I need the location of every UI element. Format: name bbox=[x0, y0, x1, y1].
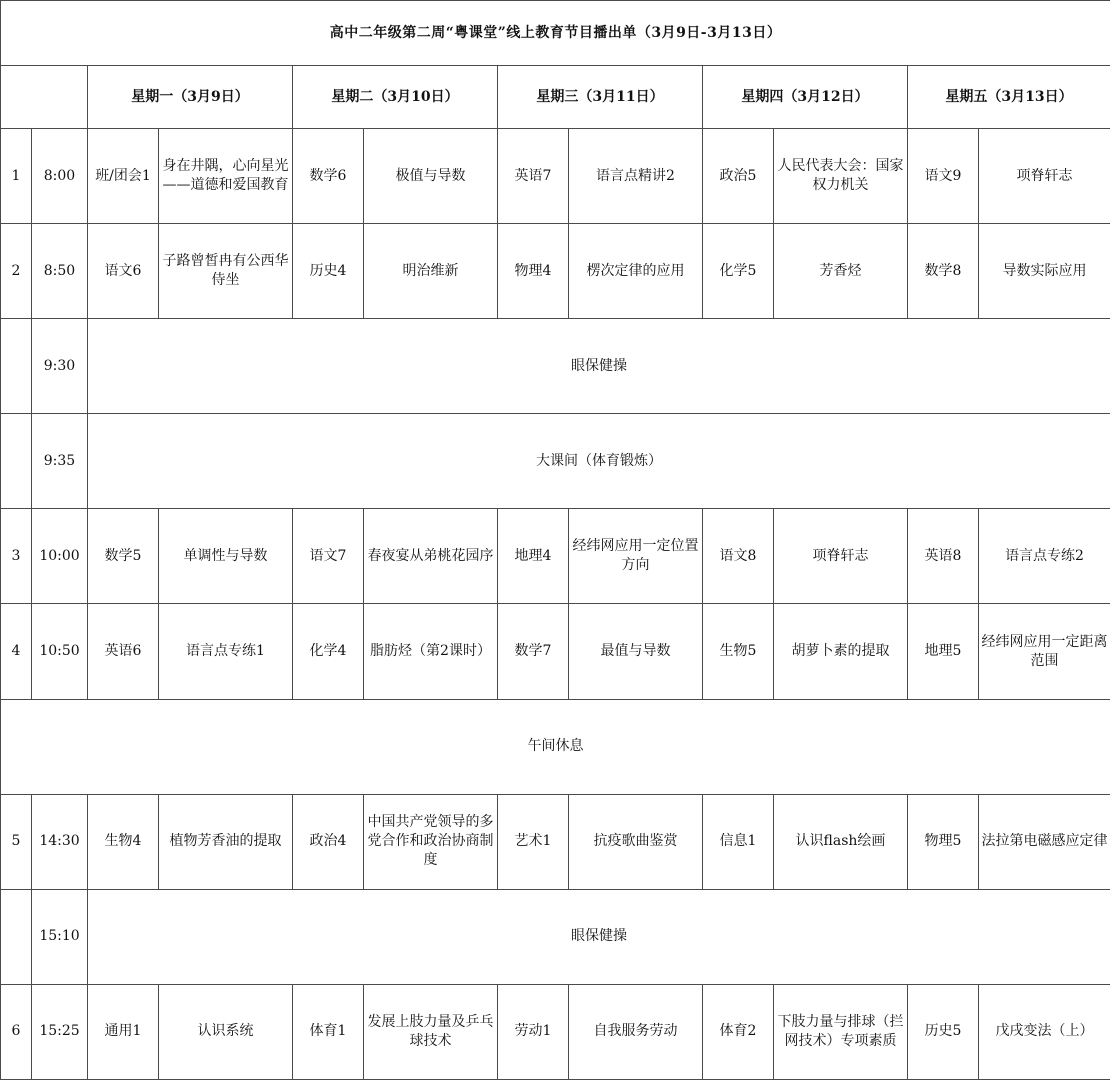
subject-thursday: 化学5 bbox=[703, 224, 774, 319]
time-slot: 15:25 bbox=[32, 984, 88, 1079]
schedule-row bbox=[1, 604, 1110, 699]
subject-tuesday: 化学4 bbox=[293, 604, 364, 699]
activity-cell: 眼保健操 bbox=[88, 319, 1110, 414]
topic-monday: 语言点专练1 bbox=[159, 604, 293, 699]
subject-friday: 历史5 bbox=[908, 984, 979, 1079]
subject-friday: 物理5 bbox=[908, 794, 979, 889]
schedule-row bbox=[1, 794, 1110, 889]
subject-thursday: 生物5 bbox=[703, 604, 774, 699]
topic-thursday: 人民代表大会：国家权力机关 bbox=[774, 129, 908, 224]
topic-friday: 导数实际应用 bbox=[979, 224, 1110, 319]
topic-friday: 法拉第电磁感应定律 bbox=[979, 794, 1110, 889]
topic-monday: 认识系统 bbox=[159, 984, 293, 1079]
period-number bbox=[1, 319, 32, 414]
subject-wednesday: 地理4 bbox=[498, 509, 569, 604]
lunch-break-cell: 午间休息 bbox=[1, 699, 1110, 794]
time-slot: 8:00 bbox=[32, 129, 88, 224]
subject-friday: 英语8 bbox=[908, 509, 979, 604]
topic-tuesday: 明治维新 bbox=[364, 224, 498, 319]
time-slot: 14:30 bbox=[32, 794, 88, 889]
period-number: 4 bbox=[1, 604, 32, 699]
subject-thursday: 语文8 bbox=[703, 509, 774, 604]
topic-friday: 语言点专练2 bbox=[979, 509, 1110, 604]
schedule-row bbox=[1, 129, 1110, 224]
subject-wednesday: 劳动1 bbox=[498, 984, 569, 1079]
time-slot: 9:35 bbox=[32, 414, 88, 509]
topic-tuesday: 脂肪烃（第2课时） bbox=[364, 604, 498, 699]
topic-thursday: 下肢力量与排球（拦网技术）专项素质 bbox=[774, 984, 908, 1079]
subject-monday: 班/团会1 bbox=[88, 129, 159, 224]
period-number: 3 bbox=[1, 509, 32, 604]
topic-thursday: 芳香烃 bbox=[774, 224, 908, 319]
schedule-row bbox=[1, 414, 1110, 509]
subject-friday: 数学8 bbox=[908, 224, 979, 319]
subject-thursday: 体育2 bbox=[703, 984, 774, 1079]
subject-monday: 通用1 bbox=[88, 984, 159, 1079]
subject-tuesday: 历史4 bbox=[293, 224, 364, 319]
activity-cell: 大课间（体育锻炼） bbox=[88, 414, 1110, 509]
activity-cell: 眼保健操 bbox=[88, 889, 1110, 984]
subject-friday: 语文9 bbox=[908, 129, 979, 224]
topic-wednesday: 楞次定律的应用 bbox=[569, 224, 703, 319]
topic-wednesday: 最值与导数 bbox=[569, 604, 703, 699]
period-number bbox=[1, 414, 32, 509]
period-number: 5 bbox=[1, 794, 32, 889]
subject-monday: 英语6 bbox=[88, 604, 159, 699]
day-header-monday: 星期一（3月9日） bbox=[88, 66, 293, 129]
day-header-thursday: 星期四（3月12日） bbox=[703, 66, 908, 129]
subject-tuesday: 体育1 bbox=[293, 984, 364, 1079]
subject-monday: 语文6 bbox=[88, 224, 159, 319]
topic-wednesday: 经纬网应用一定位置方向 bbox=[569, 509, 703, 604]
day-header-tuesday: 星期二（3月10日） bbox=[293, 66, 498, 129]
topic-friday: 经纬网应用一定距离范围 bbox=[979, 604, 1110, 699]
topic-thursday: 项脊轩志 bbox=[774, 509, 908, 604]
schedule-row bbox=[1, 699, 1110, 794]
day-header-row bbox=[1, 66, 1110, 129]
topic-friday: 戊戌变法（上） bbox=[979, 984, 1110, 1079]
topic-wednesday: 抗疫歌曲鉴赏 bbox=[569, 794, 703, 889]
time-slot: 9:30 bbox=[32, 319, 88, 414]
time-slot: 10:50 bbox=[32, 604, 88, 699]
topic-monday: 植物芳香油的提取 bbox=[159, 794, 293, 889]
topic-tuesday: 极值与导数 bbox=[364, 129, 498, 224]
schedule-row bbox=[1, 319, 1110, 414]
time-slot: 15:10 bbox=[32, 889, 88, 984]
subject-wednesday: 物理4 bbox=[498, 224, 569, 319]
subject-wednesday: 英语7 bbox=[498, 129, 569, 224]
day-header-friday: 星期五（3月13日） bbox=[908, 66, 1110, 129]
topic-monday: 身在井隅，心向星光——道德和爱国教育 bbox=[159, 129, 293, 224]
corner-cell bbox=[1, 66, 88, 129]
subject-thursday: 信息1 bbox=[703, 794, 774, 889]
subject-monday: 数学5 bbox=[88, 509, 159, 604]
topic-monday: 单调性与导数 bbox=[159, 509, 293, 604]
topic-friday: 项脊轩志 bbox=[979, 129, 1110, 224]
schedule-row bbox=[1, 224, 1110, 319]
schedule-row bbox=[1, 984, 1110, 1079]
topic-thursday: 胡萝卜素的提取 bbox=[774, 604, 908, 699]
period-number: 1 bbox=[1, 129, 32, 224]
subject-tuesday: 数学6 bbox=[293, 129, 364, 224]
subject-tuesday: 政治4 bbox=[293, 794, 364, 889]
subject-wednesday: 艺术1 bbox=[498, 794, 569, 889]
title-row bbox=[1, 1, 1110, 66]
topic-wednesday: 语言点精讲2 bbox=[569, 129, 703, 224]
subject-friday: 地理5 bbox=[908, 604, 979, 699]
topic-tuesday: 春夜宴从弟桃花园序 bbox=[364, 509, 498, 604]
topic-monday: 子路曾皙冉有公西华侍坐 bbox=[159, 224, 293, 319]
topic-tuesday: 发展上肢力量及乒乓球技术 bbox=[364, 984, 498, 1079]
time-slot: 8:50 bbox=[32, 224, 88, 319]
period-number: 6 bbox=[1, 984, 32, 1079]
topic-thursday: 认识flash绘画 bbox=[774, 794, 908, 889]
subject-thursday: 政治5 bbox=[703, 129, 774, 224]
schedule-row bbox=[1, 889, 1110, 984]
topic-tuesday: 中国共产党领导的多党合作和政治协商制度 bbox=[364, 794, 498, 889]
subject-wednesday: 数学7 bbox=[498, 604, 569, 699]
time-slot: 10:00 bbox=[32, 509, 88, 604]
schedule-body bbox=[1, 1, 1110, 1080]
schedule-title: 高中二年级第二周“粤课堂”线上教育节目播出单（3月9日-3月13日） bbox=[1, 1, 1110, 66]
subject-monday: 生物4 bbox=[88, 794, 159, 889]
day-header-wednesday: 星期三（3月11日） bbox=[498, 66, 703, 129]
topic-wednesday: 自我服务劳动 bbox=[569, 984, 703, 1079]
schedule-row bbox=[1, 509, 1110, 604]
period-number: 2 bbox=[1, 224, 32, 319]
subject-tuesday: 语文7 bbox=[293, 509, 364, 604]
period-number bbox=[1, 889, 32, 984]
